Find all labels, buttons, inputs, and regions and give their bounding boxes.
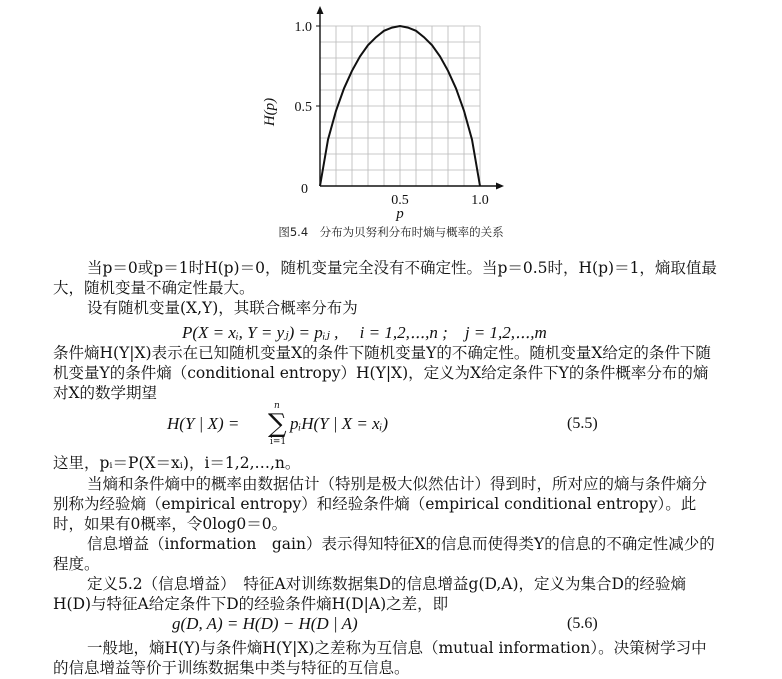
x-tick-label: 0.5 [391,193,409,208]
origin-tick-label: 0 [301,182,308,197]
sigma-icon: ∑ [268,409,287,439]
figure-caption: 图5.4 分布为贝努利分布时熵与概率的关系 [278,225,504,239]
paragraph-mutual-information: 一般地，熵H(Y)与条件熵H(Y|X)之差称为互信息（mutual information）。决策树学习中的信息增益等价于训练数据集中类与特征的互信息。 [53,639,707,677]
chart-ticks [295,20,489,208]
entropy-chart [250,4,550,224]
paragraph-empirical-entropy: 当熵和条件熵中的概率由数据估计（特别是极大似然估计）得到时，所对应的熵与条件熵分别称为经验熵（empirical entropy）和经验条件熵（empirical conditional entropy）。此时，如果有0概率，令0log0＝0。 [53,475,708,533]
equation-joint-distribution: P(X = xᵢ, Y = yⱼ) = pᵢⱼ , i = 1,2,⋯,n ; j = 1,2,⋯,m [182,323,547,342]
paragraph-entropy-extremes: 当p＝0或p＝1时H(p)＝0，随机变量完全没有不确定性。当p＝0.5时，H(p)＝1，熵取值最大，随机变量不确定性最大。 [53,259,717,297]
paragraph-definition-5-2: 定义5.2（信息增益） 特征A对训练数据集D的信息增益g(D,A)，定义为集合D的经验熵H(D)与特征A给定条件下D的经验条件熵H(D|A)之差，即 [53,575,686,613]
y-tick-label: 1.0 [294,20,312,35]
paragraph-information-gain: 信息增益（information gain）表示得知特征X的信息而使得类Y的信息的不确定性减少的程度。 [53,535,715,573]
sum-upper-limit: n [274,401,280,411]
y-tick-label: 0.5 [294,100,312,115]
equation-5-6: g(D, A) = H(D) − H(D | A) [172,614,358,633]
entropy-figure [250,4,550,236]
y-axis-label: H(p) [262,97,278,127]
sum-lower-limit: i=1 [270,437,287,447]
y-axis-arrow-icon [317,6,324,14]
x-axis-arrow-icon [496,183,504,190]
paragraph-pi-definition: 这里，pᵢ＝P(X＝xᵢ)，i＝1,2,…,n。 [53,454,301,472]
paragraph-joint-distribution: 设有随机变量(X,Y)，其联合概率分布为 [87,299,358,317]
equation-5-5-lhs: H(Y | X) = [167,414,240,433]
summation-symbol [268,401,288,447]
x-tick-label: 1.0 [471,193,489,208]
equation-5-6-number: (5.6) [567,615,598,632]
chart-grid [320,26,480,186]
equation-5-5-number: (5.5) [567,415,598,432]
equation-5-5-rhs: pᵢH(Y | X = xᵢ) [290,414,389,433]
paragraph-conditional-entropy: 条件熵H(Y|X)表示在已知随机变量X的条件下随机变量Y的不确定性。随机变量X给定的条件下随机变量Y的条件熵（conditional entropy）H(Y|X)，定义为X给定条件下Y的条件概率分布的熵对X的数学期望 [53,344,711,402]
x-axis-label: p [396,206,404,222]
